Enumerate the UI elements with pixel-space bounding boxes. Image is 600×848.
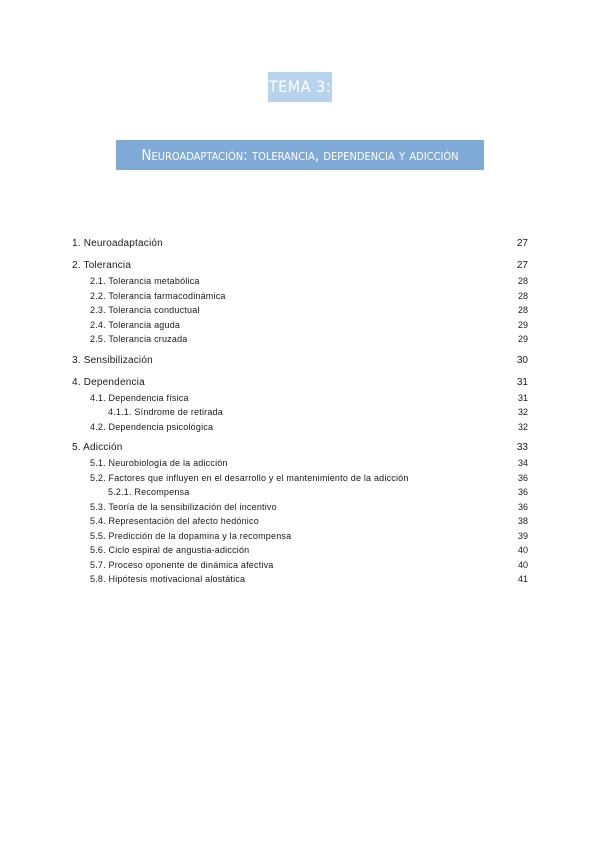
toc-entry-level2[interactable] <box>72 543 528 558</box>
toc-entry-level1[interactable] <box>72 236 528 252</box>
toc-page-number: 28 <box>517 305 528 315</box>
chapter-title: Neuroadaptación: tolerancia, dependencia y adicción <box>116 140 484 170</box>
toc-page-number: 29 <box>517 334 528 344</box>
toc-page-number: 38 <box>517 516 528 526</box>
toc-entry-level2[interactable] <box>72 558 528 573</box>
toc-entry-title: 5.8. Hipótesis motivacional alostática <box>90 574 246 584</box>
toc-entry-title: 5.2.1. Recompensa <box>108 487 190 497</box>
toc-entry-level2[interactable] <box>72 420 528 435</box>
toc-entry-level1[interactable] <box>72 440 528 456</box>
toc-entry-level2[interactable] <box>72 332 528 347</box>
toc-page-number: 40 <box>517 545 528 555</box>
toc-entry-level2[interactable] <box>72 529 528 544</box>
toc-entry-level1[interactable] <box>72 375 528 391</box>
toc-entry-level2[interactable] <box>72 500 528 515</box>
toc-entry-level2[interactable] <box>72 303 528 318</box>
toc-entry-title: 2. Tolerancia <box>72 260 132 271</box>
toc-entry-title: 4. Dependencia <box>72 376 145 388</box>
toc-entry-level1[interactable] <box>72 353 528 369</box>
toc-section <box>72 258 528 347</box>
toc-page-number: 34 <box>517 458 528 468</box>
toc-page-number: 28 <box>517 276 528 286</box>
toc-entry-title: 5.5. Predicción de la dopamina y la recompensa <box>90 530 292 541</box>
toc-entry-level2[interactable] <box>72 471 528 486</box>
toc-section <box>72 353 528 369</box>
toc-entry-level2[interactable] <box>72 391 528 406</box>
toc-page-number: 41 <box>517 574 528 584</box>
toc-entry-level2[interactable] <box>72 572 528 587</box>
toc-entry-title: 5.7. Proceso oponente de dinámica afectiva <box>90 559 274 570</box>
toc-page-number: 36 <box>517 501 528 512</box>
toc-section <box>72 236 528 252</box>
toc-entry-title: 2.3. Tolerancia conductual <box>90 305 200 315</box>
table-of-contents <box>72 236 528 593</box>
toc-entry-title: 5.6. Ciclo espiral de angustia-adicción <box>90 545 250 555</box>
toc-entry-title: 5.3. Teoría de la sensibilización del incentivo <box>90 501 277 512</box>
toc-page-number: 32 <box>517 407 528 417</box>
toc-entry-level3[interactable] <box>72 405 528 420</box>
toc-entry-title: 4.1. Dependencia física <box>90 392 189 403</box>
toc-page-number: 27 <box>516 260 528 271</box>
toc-section <box>72 375 528 435</box>
toc-entry-level1[interactable] <box>72 258 528 274</box>
toc-page-number: 30 <box>516 354 528 366</box>
toc-entry-level2[interactable] <box>72 456 528 471</box>
toc-page-number: 31 <box>517 392 528 403</box>
toc-page-number: 32 <box>517 421 528 432</box>
toc-entry-title: 1. Neuroadaptación <box>72 238 163 249</box>
toc-entry-title: 5. Adicción <box>72 442 123 453</box>
toc-page-number: 33 <box>516 442 528 453</box>
toc-page-number: 31 <box>516 376 528 388</box>
toc-entry-level3[interactable] <box>72 485 528 500</box>
toc-page-number: 29 <box>517 319 528 330</box>
chapter-label: TEMA 3: <box>268 72 332 102</box>
toc-entry-level2[interactable] <box>72 274 528 289</box>
toc-page-number: 36 <box>517 487 528 497</box>
toc-entry-title: 5.2. Factores que influyen en el desarrollo y el mantenimiento de la adicción <box>90 472 409 483</box>
toc-entry-title: 2.4. Tolerancia aguda <box>90 319 181 330</box>
toc-page-number: 28 <box>517 290 528 301</box>
toc-entry-level2[interactable] <box>72 514 528 529</box>
toc-section <box>72 440 528 587</box>
toc-page-number: 27 <box>516 238 528 249</box>
toc-entry-title: 4.1.1. Síndrome de retirada <box>108 407 223 417</box>
toc-entry-level2[interactable] <box>72 289 528 304</box>
toc-entry-title: 5.4. Representación del afecto hedónico <box>90 516 259 526</box>
toc-page-number: 36 <box>517 472 528 483</box>
toc-entry-level2[interactable] <box>72 318 528 333</box>
toc-entry-title: 2.5. Tolerancia cruzada <box>90 334 188 344</box>
toc-page-number: 40 <box>517 559 528 570</box>
toc-entry-title: 5.1. Neurobiología de la adicción <box>90 458 228 468</box>
toc-entry-title: 2.1. Tolerancia metabólica <box>90 276 200 286</box>
toc-entry-title: 4.2. Dependencia psicológica <box>90 421 214 432</box>
toc-entry-title: 2.2. Tolerancia farmacodinámica <box>90 290 226 301</box>
toc-entry-title: 3. Sensibilización <box>72 354 153 366</box>
toc-page-number: 39 <box>517 530 528 541</box>
